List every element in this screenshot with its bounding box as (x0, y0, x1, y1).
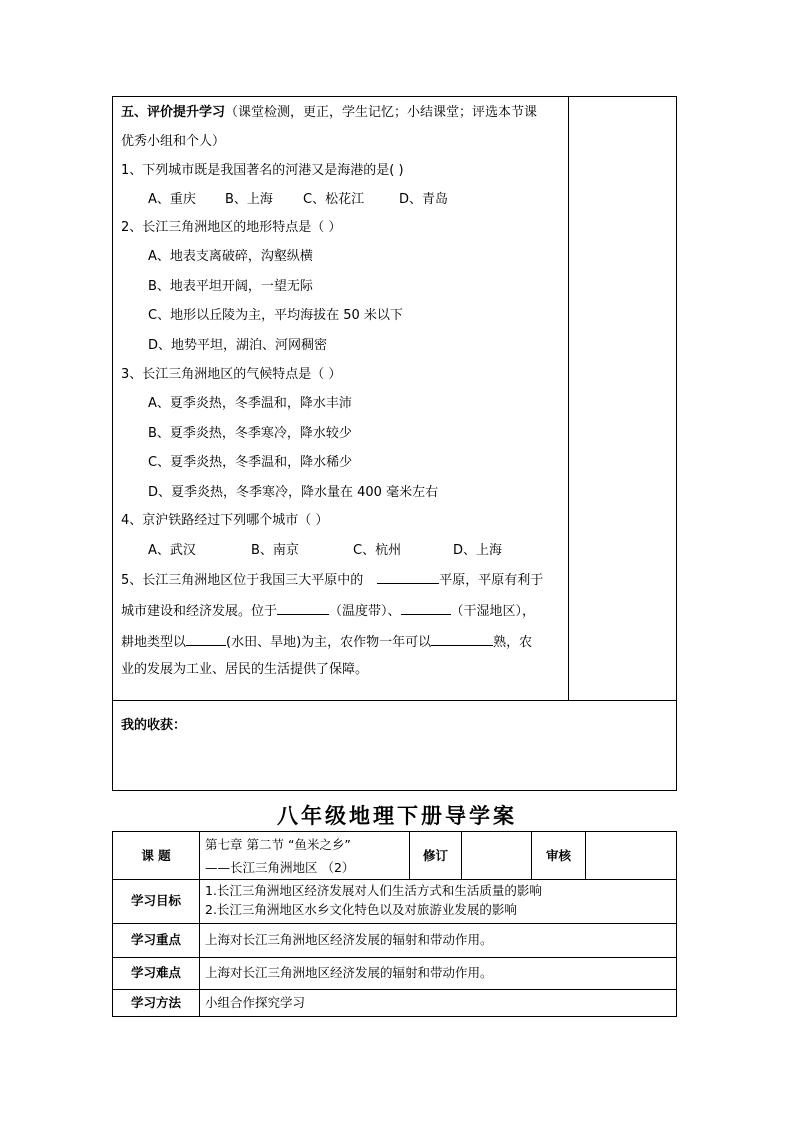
goal-2: 2.长江三角洲地区水乡文化特色以及对旅游业发展的影响 (205, 902, 517, 917)
row-divider (113, 700, 676, 701)
difficulty-label: 学习难点 (130, 965, 181, 980)
q2-option-c: C、地形以丘陵为主，平均海拔在 50 米以下 (148, 308, 403, 323)
q1-option-d: D、青岛 (399, 192, 449, 207)
lesson-info-table (112, 831, 677, 1017)
q5-text: 熟，农 (493, 635, 533, 650)
focus-label: 学习重点 (130, 932, 181, 947)
q2-option-a: A、地表支离破碎，沟壑纵横 (148, 249, 313, 264)
fill-blank[interactable] (377, 571, 439, 584)
q1-stem: 1、下列城市既是我国著名的河港又是海港的是( ) (121, 163, 404, 178)
q4-option-c: C、杭州 (353, 543, 402, 558)
q5-text: 耕地类型以 (121, 635, 187, 650)
review-value[interactable] (585, 832, 678, 879)
topic-label: 课 题 (141, 848, 171, 863)
topic-cell (199, 832, 409, 879)
section5-heading-note: （课堂检测，更正，学生记忆；小结课堂；评选本节课 (225, 105, 538, 120)
column-divider (568, 97, 569, 700)
q5-text: （温度带）、 (329, 604, 401, 619)
q4-option-a: A、武汉 (148, 543, 196, 558)
goal-label: 学习目标 (130, 893, 181, 908)
method-value: 小组合作探究学习 (199, 989, 678, 1017)
fill-blank[interactable] (186, 633, 226, 646)
fill-blank[interactable] (401, 602, 451, 615)
q3-option-b: B、夏季炎热，冬季寒冷，降水较少 (148, 426, 352, 441)
q5-text: 5、长江三角洲地区位于我国三大平原中的 (121, 573, 364, 588)
topic-line-2: ——长江三角洲地区 （2） (205, 860, 355, 875)
q5-text: （干湿地区）， (450, 604, 536, 619)
topic-line-1: 第七章 第二节 “鱼米之乡” (205, 837, 351, 852)
section5-heading-note-2: 优秀小组和个人） (121, 134, 226, 149)
harvest-label: 我的收获： (121, 718, 187, 733)
q2-stem: 2、长江三角洲地区的地形特点是（ ） (121, 220, 342, 235)
section5-heading-line (121, 105, 537, 121)
revise-label: 修订 (409, 832, 461, 879)
fill-blank[interactable] (277, 602, 329, 615)
difficulty-value: 上海对长江三角洲地区经济发展的辐射和带动作用。 (199, 957, 678, 989)
q5-text: 平原，平原有利于 (439, 573, 544, 588)
section5-heading: 五、评价提升学习 (121, 105, 226, 120)
page-title: 八年级地理下册导学案 (277, 803, 517, 828)
q4-stem: 4、京沪铁路经过下列哪个城市（ ） (121, 513, 329, 528)
q5-text: (水田、旱地)为主，农作物一年可以 (226, 635, 432, 650)
q3-option-d: D、夏季炎热，冬季寒冷，降水量在 400 毫米左右 (148, 485, 439, 500)
q3-option-a: A、夏季炎热，冬季温和，降水丰沛 (148, 396, 352, 411)
evaluation-table (112, 96, 677, 791)
q5-line-3 (121, 633, 532, 651)
q1-option-c: C、松花江 (303, 192, 365, 207)
q2-option-d: D、地势平坦，湖泊、河网稠密 (148, 338, 328, 353)
q5-text: 城市建设和经济发展。位于 (121, 604, 278, 619)
q3-option-c: C、夏季炎热，冬季温和，降水稀少 (148, 455, 353, 470)
q5-line-1 (121, 571, 543, 589)
method-label: 学习方法 (130, 995, 181, 1010)
q3-stem: 3、长江三角洲地区的气候特点是（ ） (121, 367, 342, 382)
revise-value[interactable] (461, 832, 531, 879)
q4-option-d: D、上海 (453, 543, 503, 558)
review-label: 审核 (531, 832, 585, 879)
q4-option-b: B、南京 (251, 543, 299, 558)
focus-value: 上海对长江三角洲地区经济发展的辐射和带动作用。 (199, 923, 678, 957)
q5-line-4: 业的发展为工业、居民的生活提供了保障。 (121, 662, 369, 677)
goal-cell (199, 879, 678, 923)
q5-line-2 (121, 602, 535, 620)
goal-1: 1.长江三角洲地区经济发展对人们生活方式和生活质量的影响 (205, 883, 542, 898)
q1-option-a: A、重庆 (148, 192, 196, 207)
q2-option-b: B、地表平坦开阔，一望无际 (148, 279, 313, 294)
q1-option-b: B、上海 (225, 192, 273, 207)
fill-blank[interactable] (431, 633, 493, 646)
